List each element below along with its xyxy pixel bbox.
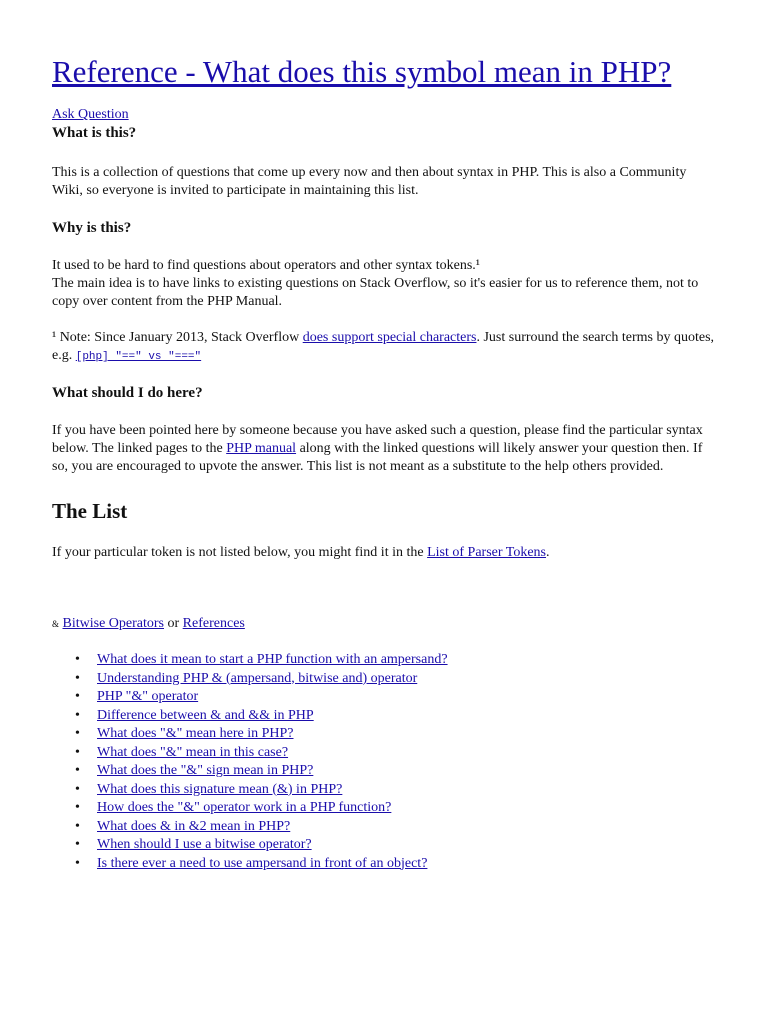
bullet-icon: •: [75, 689, 80, 704]
question-link[interactable]: What does this signature mean (&) in PHP?: [97, 781, 343, 797]
list-item: [75, 744, 716, 763]
question-link[interactable]: What does "&" mean in this case?: [97, 744, 289, 760]
bullet-icon: •: [75, 855, 80, 871]
list-prefix: If your particular token is not listed below, you might find it in the: [52, 545, 428, 560]
question-link[interactable]: When should I use a bitwise operator?: [97, 837, 312, 852]
list-item: [75, 670, 716, 689]
special-characters-link[interactable]: does support special characters: [302, 330, 477, 345]
references-link[interactable]: References: [182, 616, 245, 631]
question-link[interactable]: What does it mean to start a PHP function with an ampersand?: [97, 652, 448, 667]
bullet-icon: •: [75, 707, 80, 723]
list-item: [75, 688, 716, 707]
what-heading: What is this?: [52, 125, 137, 141]
list-item: [75, 818, 716, 837]
bitwise-operators-link[interactable]: Bitwise Operators: [62, 616, 164, 631]
note-prefix: ¹ Note: Since January 2013, Stack Overflow: [52, 330, 303, 345]
question-link[interactable]: How does the "&" operator work in a PHP function?: [97, 800, 392, 815]
question-link[interactable]: Understanding PHP & (ampersand, bitwise and) operator: [97, 670, 418, 686]
bullet-icon: •: [75, 818, 80, 834]
list-item: [75, 725, 716, 744]
list-item: [75, 781, 716, 800]
list-heading: The List: [52, 499, 128, 523]
ask-question-link[interactable]: Ask Question: [52, 107, 129, 122]
question-link[interactable]: What does & in &2 mean in PHP?: [97, 818, 291, 834]
bullet-icon: •: [75, 763, 80, 778]
bullet-icon: •: [75, 744, 80, 760]
search-example-code[interactable]: [php] "==" vs "===": [75, 351, 202, 363]
list-paragraph: [52, 544, 716, 562]
should-suffix: along with the linked questions will likely answer your question then. If so, you are encouraged to upvote the answer. This list is not meant as a substitute to the help others provided.: [52, 441, 703, 474]
parser-tokens-link[interactable]: List of Parser Tokens: [427, 545, 547, 560]
note-paragraph: [52, 329, 716, 366]
php-manual-link[interactable]: PHP manual: [226, 441, 297, 456]
bullet-icon: •: [75, 800, 80, 815]
question-link-list: [52, 651, 716, 873]
list-item: [75, 762, 716, 781]
why-heading: Why is this?: [52, 220, 132, 236]
page-title[interactable]: [52, 0, 716, 92]
question-link[interactable]: What does "&" mean here in PHP?: [97, 726, 294, 741]
list-item: [75, 799, 716, 818]
bullet-icon: •: [75, 837, 80, 852]
why-paragraph: [52, 257, 716, 311]
or-text: or: [167, 616, 180, 631]
bullet-icon: •: [75, 781, 80, 797]
title-link[interactable]: Reference - What does this symbol mean in PHP?: [52, 54, 672, 89]
should-paragraph: [52, 422, 716, 476]
bullet-icon: •: [75, 726, 80, 741]
token-line: [52, 615, 716, 633]
list-suffix: .: [546, 545, 550, 560]
list-item: [75, 707, 716, 726]
question-link[interactable]: PHP "&" operator: [97, 689, 199, 704]
list-item: [75, 836, 716, 855]
list-item: [75, 651, 716, 670]
question-link[interactable]: Is there ever a need to use ampersand in front of an object?: [97, 855, 428, 871]
bullet-icon: •: [75, 652, 80, 667]
should-prefix: If you have been pointed here by someone because you have asked such a question, please find the particular syntax below. The linked pages to the: [52, 423, 703, 456]
note-mid: . Just surround the search terms by quotes, e.g.: [52, 330, 715, 363]
bullet-icon: •: [75, 670, 80, 686]
token-symbol: &: [52, 619, 60, 629]
question-link[interactable]: What does the "&" sign mean in PHP?: [97, 763, 314, 778]
list-item: [75, 855, 716, 874]
why-line-1: It used to be hard to find questions about operators and other syntax tokens.¹: [52, 258, 480, 273]
question-link[interactable]: Difference between & and && in PHP: [97, 707, 314, 723]
why-line-2: The main idea is to have links to existing questions on Stack Overflow, so it's easier for us to reference them, not to copy over content from the PHP Manual.: [52, 276, 699, 309]
what-paragraph: This is a collection of questions that come up every now and then about syntax in PHP. This is also a Community Wiki, so everyone is invited to participate in maintaining this list.: [52, 165, 687, 198]
should-heading: What should I do here?: [52, 385, 203, 401]
